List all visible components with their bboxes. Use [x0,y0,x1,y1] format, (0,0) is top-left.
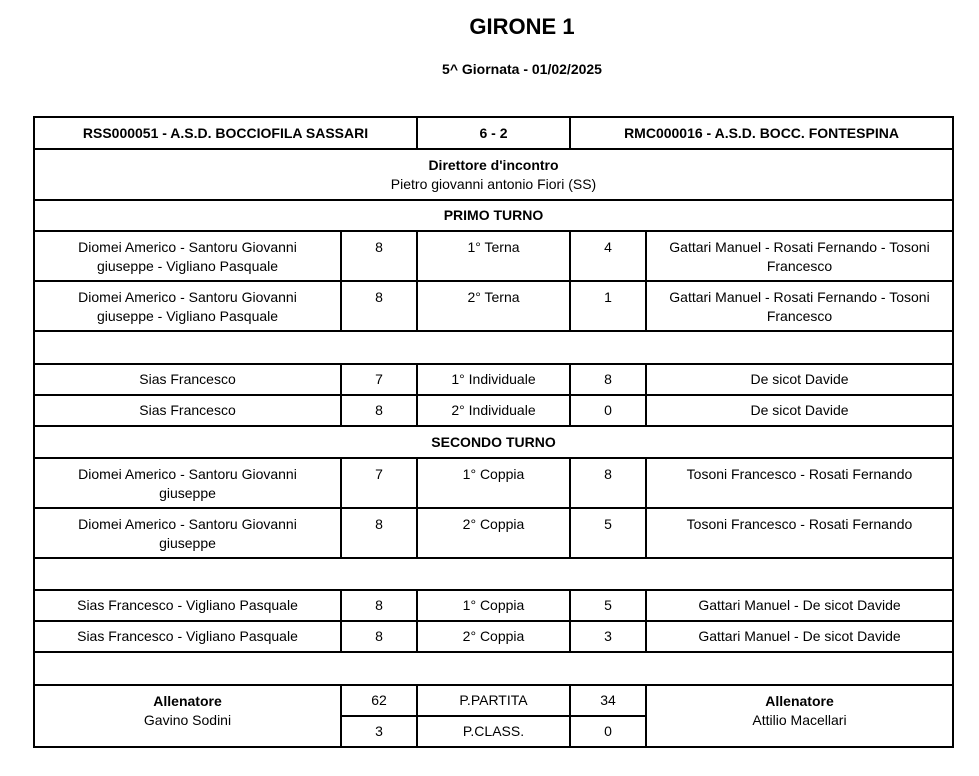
away-players: Gattari Manuel - Rosati Fernando - Tosoni Francesco [646,231,953,281]
home-players: Diomei Americo - Santoru Giovanni giuseppe - Vigliano Pasquale [78,239,297,274]
game-type: 2° Coppia [417,621,570,652]
game-type: 2° Coppia [417,508,570,558]
game-type: 1° Coppia [417,590,570,621]
home-players: Diomei Americo - Santoru Giovanni giuseppe [78,466,297,501]
director-name: Pietro giovanni antonio Fiori (SS) [390,175,597,192]
game-type: 2° Terna [417,281,570,331]
away-players: Gattari Manuel - Rosati Fernando - Tosoni Francesco [646,281,953,331]
home-score: 7 [341,458,417,508]
away-team: RMC000016 - A.S.D. BOCC. FONTESPINA [570,117,953,149]
home-players: Sias Francesco - Vigliano Pasquale [34,590,341,621]
away-players: Tosoni Francesco - Rosati Fernando [646,458,953,508]
home-score: 8 [341,590,417,621]
away-coach-label: Allenatore [765,693,834,709]
section-row-first-round [34,200,953,231]
game-row [34,231,953,281]
away-score: 5 [570,508,646,558]
second-round-label: SECONDO TURNO [34,426,953,458]
director-row [34,149,953,200]
home-players: Sias Francesco [34,395,341,426]
home-team: RSS000051 - A.S.D. BOCCIOFILA SASSARI [34,117,417,149]
match-header-row [34,117,953,149]
home-coach-label: Allenatore [153,693,222,709]
away-score: 8 [570,364,646,395]
away-score: 8 [570,458,646,508]
director-label: Direttore d'incontro [428,156,559,173]
home-class-points: 3 [341,716,417,747]
away-players: Gattari Manuel - De sicot Davide [646,621,953,652]
game-row [34,364,953,395]
game-type: 1° Coppia [417,458,570,508]
match-points-label: P.PARTITA [417,685,570,716]
away-players: De sicot Davide [646,395,953,426]
spacer-row [34,652,953,685]
away-score: 3 [570,621,646,652]
score-sheet-table [33,116,954,748]
first-round-label: PRIMO TURNO [34,200,953,231]
away-score: 1 [570,281,646,331]
round-date-subtitle: 5^ Giornata - 01/02/2025 [442,61,602,77]
away-players: De sicot Davide [646,364,953,395]
home-score: 8 [341,281,417,331]
home-coach-cell [34,685,341,747]
totals-row-match-points [34,685,953,716]
home-players: Diomei Americo - Santoru Giovanni giuseppe [78,516,297,551]
game-type: 2° Individuale [417,395,570,426]
home-score: 8 [341,231,417,281]
game-type: 1° Individuale [417,364,570,395]
home-coach-name: Gavino Sodini [143,712,232,728]
section-row-second-round [34,426,953,458]
away-players: Gattari Manuel - De sicot Davide [646,590,953,621]
away-coach-cell [646,685,953,747]
away-coach-name: Attilio Macellari [752,712,847,728]
home-players: Sias Francesco [34,364,341,395]
home-players: Sias Francesco - Vigliano Pasquale [34,621,341,652]
game-row [34,458,953,508]
game-type: 1° Terna [417,231,570,281]
home-score: 8 [341,621,417,652]
home-score: 7 [341,364,417,395]
game-row [34,281,953,331]
game-row [34,590,953,621]
away-players: Tosoni Francesco - Rosati Fernando [646,508,953,558]
away-match-points: 34 [570,685,646,716]
away-score: 0 [570,395,646,426]
game-row [34,621,953,652]
home-match-points: 62 [341,685,417,716]
away-score: 4 [570,231,646,281]
spacer-row [34,331,953,364]
home-score: 8 [341,508,417,558]
class-points-label: P.CLASS. [417,716,570,747]
home-score: 8 [341,395,417,426]
match-result: 6 - 2 [417,117,570,149]
game-row [34,395,953,426]
game-row [34,508,953,558]
spacer-row [34,558,953,590]
away-score: 5 [570,590,646,621]
home-players: Diomei Americo - Santoru Giovanni giuseppe - Vigliano Pasquale [78,289,297,324]
page-title: GIRONE 1 [469,14,575,39]
away-class-points: 0 [570,716,646,747]
